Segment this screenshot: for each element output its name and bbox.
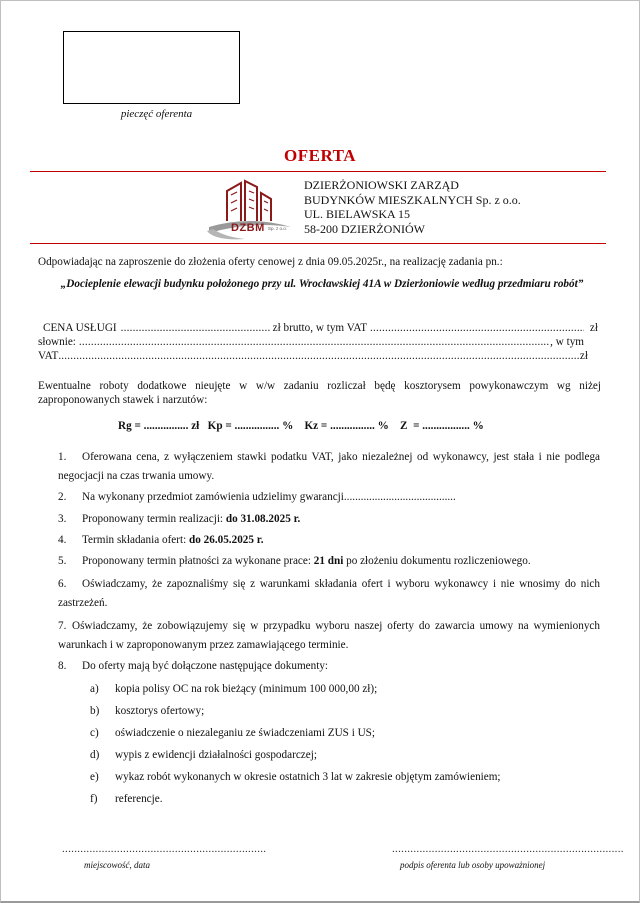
item-4-number: 4. <box>58 534 67 546</box>
item-5-days: 21 dni <box>313 555 344 567</box>
item-5-after: po złożeniu dokumentu rozliczeniowego. <box>346 555 531 567</box>
logo-suffix: Sp. z o.o. <box>268 226 288 231</box>
item-8 <box>58 659 328 673</box>
item-5 <box>58 554 531 568</box>
item-2 <box>58 490 456 504</box>
document-title: OFERTA <box>284 146 356 165</box>
item-2-number: 2. <box>58 491 67 503</box>
vat-label: VAT <box>38 350 59 362</box>
vat-amount-field[interactable] <box>370 321 584 335</box>
company-line-4: 58-200 DZIERŻONIÓW <box>304 221 425 236</box>
signature-label: podpis oferenta lub osoby upoważnionej <box>400 860 546 870</box>
company-address <box>304 178 521 236</box>
document-c-text: oświadczenie o niezaleganiu ze świadczeniami ZUS i US; <box>115 727 376 739</box>
place-date-field[interactable]: ................................................................... <box>62 843 267 855</box>
item-7-number: 7. <box>58 620 67 632</box>
brutto-label: zł brutto, w tym VAT <box>272 322 368 334</box>
top-rule <box>30 171 606 172</box>
signature-field[interactable]: ............................................................................ <box>392 843 624 855</box>
item-3-number: 3. <box>58 513 67 525</box>
document-d-text: wypis z ewidencji działalności gospodarczej; <box>115 749 317 761</box>
document-c <box>90 727 375 739</box>
document-f-letter: f) <box>90 793 98 805</box>
slownie-line <box>38 335 584 349</box>
place-date-label: miejscowość, data <box>84 860 150 870</box>
item-4-date: do 26.05.2025 r. <box>189 534 264 546</box>
document-f <box>90 793 163 805</box>
document-c-letter: c) <box>90 727 99 739</box>
price-label: CENA USŁUGI <box>43 322 117 334</box>
vat-line <box>38 349 588 363</box>
stamp-label: pieczęć oferenta <box>120 108 193 120</box>
company-line-1: DZIERŻONIOWSKI ZARZĄD <box>304 178 459 192</box>
item-4 <box>58 533 264 547</box>
slownie-label: słownie: <box>38 336 76 348</box>
document-d-letter: d) <box>90 749 100 761</box>
stamp-box <box>63 31 240 104</box>
item-3 <box>58 512 300 526</box>
w-tym-label: , w tym <box>550 336 584 348</box>
document-e <box>90 771 501 783</box>
item-1-text: Oferowana cena, z wyłączeniem stawki podatku VAT, jako niezależnej od wykonawcy, jest stała i nie podlega negocjacji na czas trwania umowy. <box>58 451 600 482</box>
document-b-text: kosztorys ofertowy; <box>115 705 205 717</box>
item-6-number: 6. <box>58 578 67 590</box>
vat-field[interactable] <box>58 349 580 363</box>
item-5-number: 5. <box>58 555 67 567</box>
company-line-2: BUDYNKÓW MIESZKALNYCH Sp. z o.o. <box>304 192 521 207</box>
item-3-text: Proponowany termin realizacji: <box>82 513 224 525</box>
item-2-text: Na wykonany przedmiot zamówienia udzielimy gwarancji........................................ <box>82 491 456 503</box>
document-e-letter: e) <box>90 771 99 783</box>
vat-end-label: zł <box>579 350 588 362</box>
item-8-text: Do oferty mają być dołączone następujące dokumenty: <box>82 660 329 672</box>
slownie-field[interactable] <box>79 335 550 349</box>
document-e-text: wykaz robót wykonanych w okresie ostatnich 3 lat w zakresie objętym zamówieniem; <box>115 771 501 783</box>
item-5-text: Proponowany termin płatności za wykonane prace: <box>82 555 311 567</box>
item-4-text: Termin składania ofert: <box>82 534 187 546</box>
item-7-text: Oświadczamy, że zobowiązujemy się w przypadku wyboru naszej oferty do zawarcia umowy na wymienionych warunkach i w zaproponowanym przez zamawiającego terminie. <box>58 620 600 651</box>
logo-text: DZBM <box>231 222 265 234</box>
item-6 <box>58 575 600 613</box>
company-logo <box>205 177 295 243</box>
additional-works-text: Ewentualne roboty dodatkowe nieujęte w w/w zadaniu rozliczał będę kosztorysem powykonawczym wg niżej zaproponowanych stawek i narzutów: <box>38 380 601 406</box>
intro-text: Odpowiadając na zaproszenie do złożenia oferty cenowej z dnia 09.05.2025r., na realizację zadania pn.: <box>38 256 503 268</box>
price-line <box>43 321 598 335</box>
task-title: „Docieplenie elewacji budynku położonego przy ul. Wrocławskiej 41A w Dzierżoniowie według przedmiaru robót” <box>60 278 584 290</box>
item-7 <box>58 617 600 655</box>
item-6-text: Oświadczamy, że zapoznaliśmy się z warunkami składania ofert i wyboru wykonawcy i nie wnosimy do nich zastrzeżeń. <box>58 578 600 609</box>
zl-label: zł <box>589 322 598 334</box>
header-bottom-rule <box>30 243 606 244</box>
document-d <box>90 749 317 761</box>
document-a-letter: a) <box>90 683 99 695</box>
document-a-text: kopia polisy OC na rok bieżący (minimum 100 000,00 zł); <box>115 683 378 695</box>
document-f-text: referencje. <box>115 793 163 805</box>
rates-line: Rg = ................ zł Kp = ................ % Kz = ................ % Z = ................. % <box>118 420 484 432</box>
company-line-3: UL. BIELAWSKA 15 <box>304 207 411 221</box>
item-1-number: 1. <box>58 451 67 463</box>
document-b-letter: b) <box>90 705 100 717</box>
document-b <box>90 705 204 717</box>
item-8-number: 8. <box>58 660 67 672</box>
item-3-date: do 31.08.2025 r. <box>225 513 301 525</box>
item-1 <box>58 448 600 486</box>
document-a <box>90 683 377 695</box>
price-field[interactable] <box>121 321 271 335</box>
